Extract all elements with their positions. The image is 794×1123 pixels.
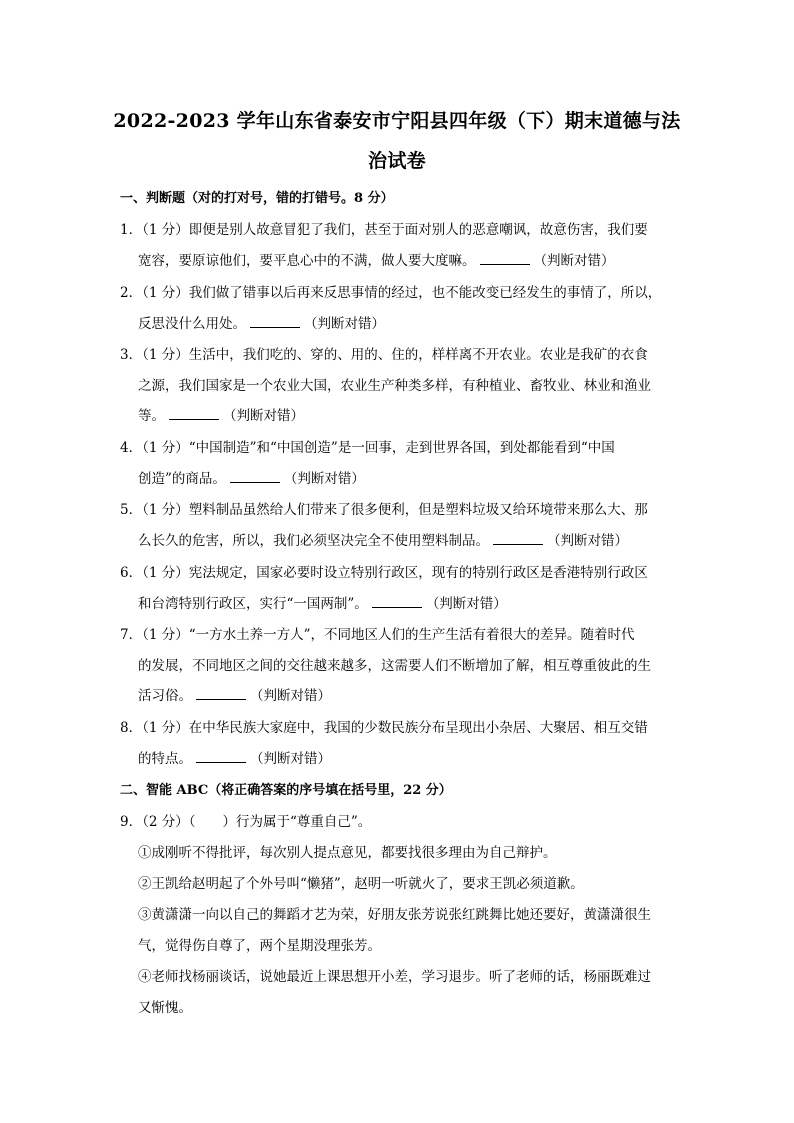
answer-blank[interactable] — [372, 595, 422, 608]
answer-blank[interactable] — [230, 470, 280, 483]
option-4: ④老师找杨丽谈话，说她最近上课思想开小差，学习退步。听了老师的话，杨丽既难过 — [138, 969, 651, 985]
answer-blank[interactable] — [250, 315, 300, 328]
option-3: ③黄潇潇一向以自己的舞蹈才艺为荣，好朋友张芳说张红跳舞比她还要好，黄潇潇很生 — [138, 907, 651, 923]
answer-blank[interactable] — [493, 532, 543, 545]
title-line-1: 2022-2023 学年山东省泰安市宁阳县四年级（下）期末道德与法 — [113, 110, 681, 132]
answer-blank[interactable] — [169, 407, 219, 420]
answer-blank[interactable] — [480, 252, 530, 265]
section-2-heading: 二、智能 ABC（将正确答案的序号填在括号里，22 分） — [120, 783, 452, 798]
section-1-heading: 一、判断题（对的打对号，错的打错号。8 分） — [120, 191, 394, 206]
answer-blank[interactable] — [196, 750, 246, 763]
title-line-2: 治试卷 — [368, 150, 426, 172]
answer-blank[interactable] — [196, 687, 246, 700]
option-2: ②王凯给赵明起了个外号叫“懒猪”，赵明一听就火了，要求王凯必须道歉。 — [138, 876, 584, 892]
option-1: ①成刚听不得批评，每次别人提点意见，都要找很多理由为自己辩护。 — [138, 845, 557, 861]
